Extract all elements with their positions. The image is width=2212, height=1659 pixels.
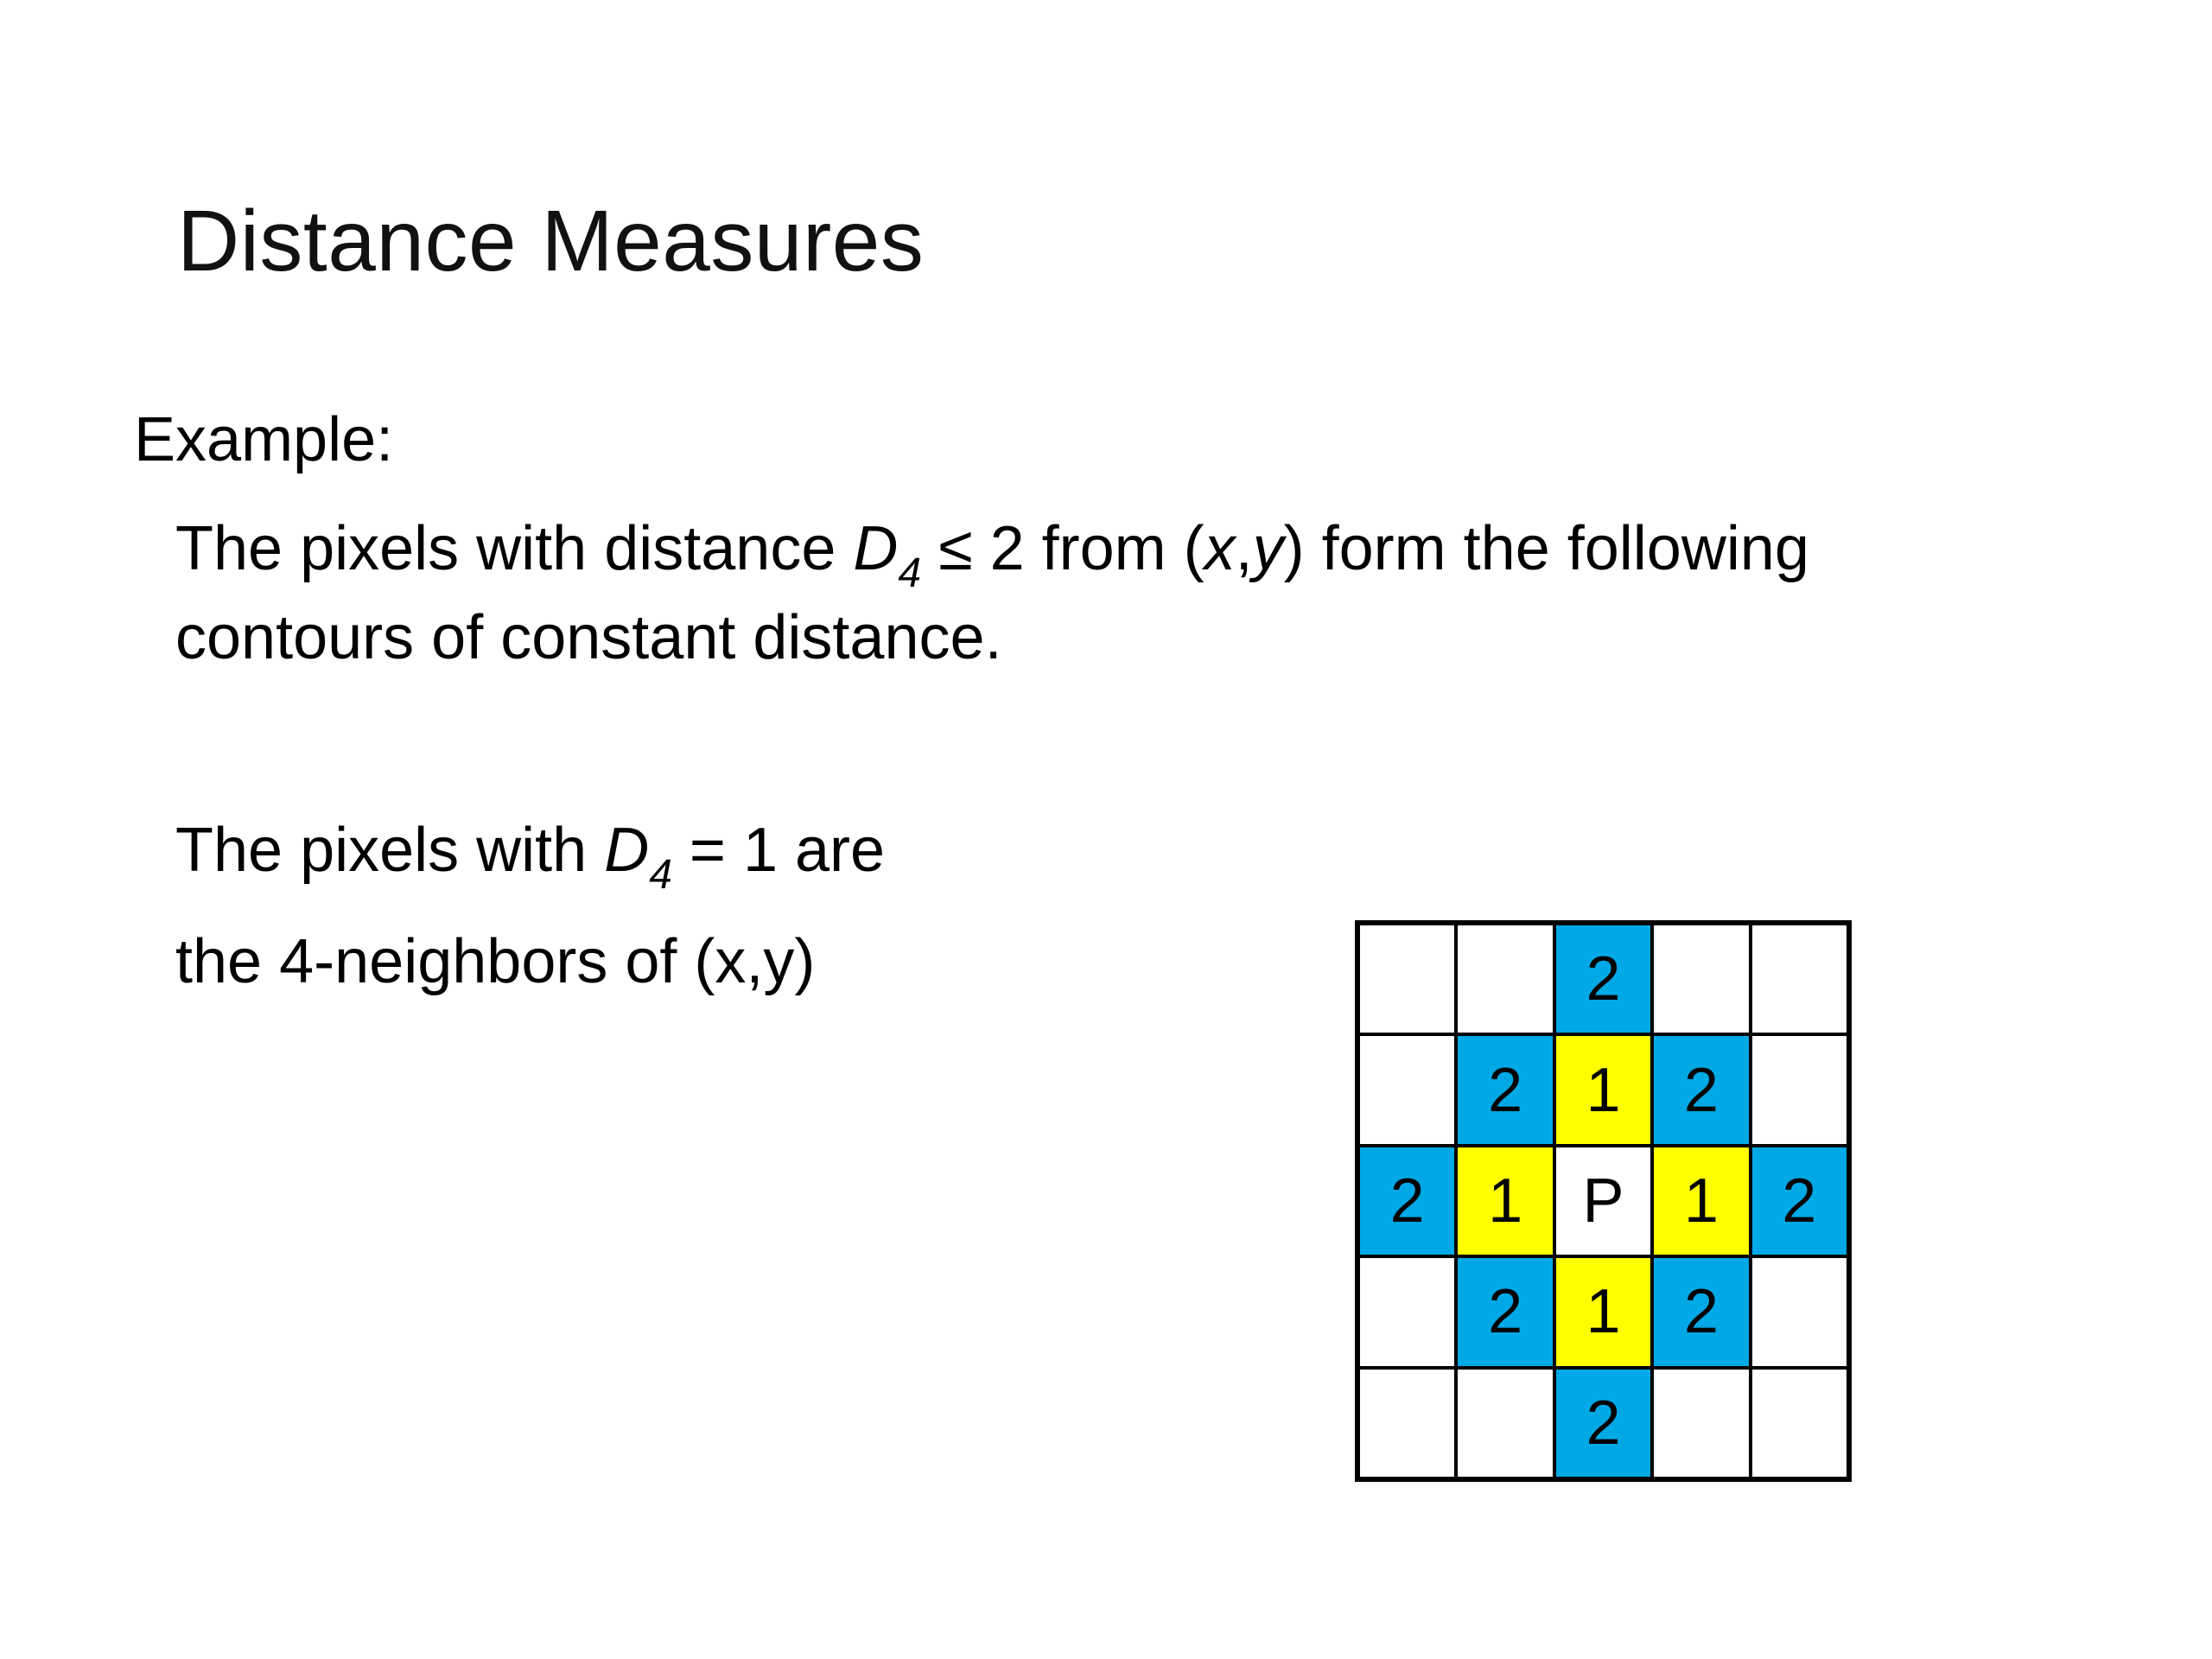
distance-grid — [1355, 920, 1852, 1482]
grid-cell: 1 — [1554, 1034, 1652, 1145]
grid-cell: 2 — [1358, 1146, 1456, 1256]
grid-cell: 1 — [1652, 1146, 1750, 1256]
y-variable: y — [1252, 514, 1284, 583]
grid-cell — [1456, 1368, 1554, 1478]
grid-cell — [1358, 1256, 1456, 1367]
grid-cell — [1358, 1368, 1456, 1478]
grid-cell — [1358, 924, 1456, 1034]
grid-cell: 2 — [1456, 1256, 1554, 1367]
grid-cell: 1 — [1456, 1146, 1554, 1256]
neighbors-text: = 1 are — [671, 816, 886, 885]
grid-cell: 2 — [1652, 1256, 1750, 1367]
grid-cell — [1751, 1034, 1848, 1145]
grid-cell: P — [1554, 1146, 1652, 1256]
description-text: The pixels with distance — [175, 514, 854, 583]
grid-cell: 2 — [1751, 1146, 1848, 1256]
x-variable: x — [1204, 514, 1236, 583]
d4-symbol: D — [604, 816, 650, 885]
description-text: ) form the following — [1283, 514, 1809, 583]
grid-cell: 1 — [1554, 1256, 1652, 1367]
grid-cell: 2 — [1554, 924, 1652, 1034]
d4-subscript: 4 — [898, 550, 922, 596]
grid-cell — [1456, 924, 1554, 1034]
grid-cell: 2 — [1456, 1034, 1554, 1145]
description-line-2: contours of constant distance. — [175, 603, 1002, 672]
example-description — [175, 508, 1809, 679]
example-label: Example: — [134, 405, 394, 474]
comma: , — [1235, 514, 1253, 583]
d4-symbol: D — [853, 514, 899, 583]
grid-cell — [1358, 1034, 1456, 1145]
neighbors-line-2: the 4-neighbors of (x,y) — [175, 927, 816, 996]
neighbors-text: The pixels with — [175, 816, 605, 885]
grid-cell — [1751, 1256, 1848, 1367]
grid-cell — [1751, 924, 1848, 1034]
description-text: ≤ 2 from ( — [921, 514, 1205, 583]
neighbors-line-1 — [175, 798, 885, 910]
grid-cell — [1751, 1368, 1848, 1478]
grid-cell — [1652, 924, 1750, 1034]
slide-title: Distance Measures — [177, 193, 925, 289]
d4-subscript: 4 — [649, 852, 672, 898]
grid-cell: 2 — [1652, 1034, 1750, 1145]
description-line-1 — [175, 508, 1809, 597]
grid-cell: 2 — [1554, 1368, 1652, 1478]
neighbors-description — [175, 798, 885, 1014]
grid-cell — [1652, 1368, 1750, 1478]
